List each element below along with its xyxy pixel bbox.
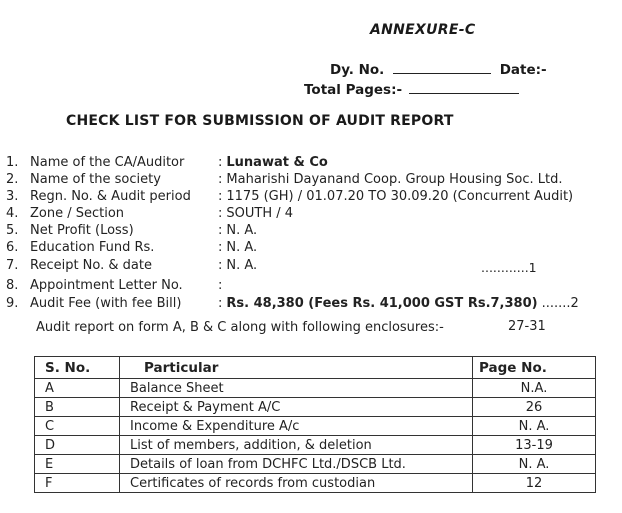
- field-number: 4.: [6, 206, 19, 221]
- cell-sno: E: [35, 455, 120, 474]
- table-row: [35, 398, 596, 417]
- table-row: [35, 379, 596, 398]
- field-separator: :: [218, 206, 223, 221]
- field-row: [6, 278, 226, 293]
- field-label: Zone / Section: [30, 206, 125, 221]
- audit-fee-dots: .......2: [541, 296, 579, 311]
- col-header-sno: S. No.: [35, 357, 120, 379]
- cell-sno: A: [35, 379, 120, 398]
- cell-page: 26: [473, 398, 596, 417]
- cell-sno: B: [35, 398, 120, 417]
- field-number: 1.: [6, 155, 19, 170]
- field-number: 2.: [6, 172, 19, 187]
- field-row: [6, 258, 257, 273]
- cell-sno: D: [35, 436, 120, 455]
- cell-particular: Balance Sheet: [120, 379, 473, 398]
- table-row: [35, 417, 596, 436]
- field-label: Receipt No. & date: [30, 258, 152, 273]
- total-pages-label: Total Pages:-: [304, 82, 403, 98]
- field-value: N. A.: [226, 240, 258, 255]
- page-title: CHECK LIST FOR SUBMISSION OF AUDIT REPORT: [66, 113, 454, 129]
- field-label: Name of the CA/Auditor: [30, 155, 185, 170]
- appointment-dots: ............1: [481, 260, 537, 275]
- enclosures-text: Audit report on form A, B & C along with following enclosures:-: [36, 320, 444, 335]
- field-number: 9.: [6, 296, 19, 311]
- field-row: [6, 189, 573, 204]
- field-label: Regn. No. & Audit period: [30, 189, 191, 204]
- field-value: 1175 (GH) / 01.07.20 TO 30.09.20 (Concurrent Audit): [226, 189, 574, 204]
- field-number: 5.: [6, 223, 19, 238]
- field-value: Lunawat & Co: [226, 155, 328, 170]
- table-row: [35, 455, 596, 474]
- date-label: Date:-: [499, 62, 547, 78]
- cell-particular: Income & Expenditure A/c: [120, 417, 473, 436]
- cell-sno: C: [35, 417, 120, 436]
- dy-no-row: [330, 62, 547, 78]
- table-body: [35, 379, 596, 493]
- cell-particular: List of members, addition, & deletion: [120, 436, 473, 455]
- annexure-label: ANNEXURE-C: [370, 22, 476, 38]
- field-separator: :: [218, 258, 223, 273]
- field-label: Net Profit (Loss): [30, 223, 134, 238]
- field-row: [6, 296, 579, 311]
- field-label: Audit Fee (with fee Bill): [30, 296, 182, 311]
- cell-particular: Receipt & Payment A/C: [120, 398, 473, 417]
- enclosures-table: [34, 356, 596, 493]
- field-separator: :: [218, 189, 223, 204]
- field-separator: :: [218, 240, 223, 255]
- field-separator: :: [218, 223, 223, 238]
- col-header-particular: Particular: [120, 357, 473, 379]
- field-value: SOUTH / 4: [226, 206, 294, 221]
- cell-page: N. A.: [473, 417, 596, 436]
- cell-sno: F: [35, 474, 120, 493]
- field-number: 6.: [6, 240, 19, 255]
- table-header-row: [35, 357, 596, 379]
- table-row: [35, 436, 596, 455]
- total-pages-blank: [409, 92, 519, 94]
- field-separator: :: [218, 172, 223, 187]
- field-label: Name of the society: [30, 172, 161, 187]
- field-value: Rs. 48,380 (Fees Rs. 41,000 GST Rs.7,380): [226, 296, 538, 311]
- field-separator: :: [218, 155, 223, 170]
- field-label: Appointment Letter No.: [30, 278, 183, 293]
- dy-no-blank: [393, 72, 491, 74]
- field-row: [6, 155, 328, 170]
- cell-page: N. A.: [473, 455, 596, 474]
- cell-page: N.A.: [473, 379, 596, 398]
- table-row: [35, 474, 596, 493]
- field-label: Education Fund Rs.: [30, 240, 155, 255]
- field-row: [6, 240, 257, 255]
- field-value: N. A.: [226, 258, 258, 273]
- cell-particular: Details of loan from DCHFC Ltd./DSCB Ltd.: [120, 455, 473, 474]
- field-row: [6, 172, 563, 187]
- field-separator: :: [218, 278, 223, 293]
- enclosures-pages: 27-31: [508, 319, 546, 334]
- total-pages-row: [304, 82, 519, 98]
- cell-particular: Certificates of records from custodian: [120, 474, 473, 493]
- field-row: [6, 223, 257, 238]
- field-number: 3.: [6, 189, 19, 204]
- cell-page: 12: [473, 474, 596, 493]
- cell-page: 13-19: [473, 436, 596, 455]
- dy-no-label: Dy. No.: [330, 62, 385, 78]
- field-value: N. A.: [226, 223, 258, 238]
- col-header-page: Page No.: [473, 357, 596, 379]
- field-separator: :: [218, 296, 223, 311]
- field-number: 7.: [6, 258, 19, 273]
- field-row: [6, 206, 293, 221]
- field-value: Maharishi Dayanand Coop. Group Housing Soc. Ltd.: [226, 172, 563, 187]
- field-number: 8.: [6, 278, 19, 293]
